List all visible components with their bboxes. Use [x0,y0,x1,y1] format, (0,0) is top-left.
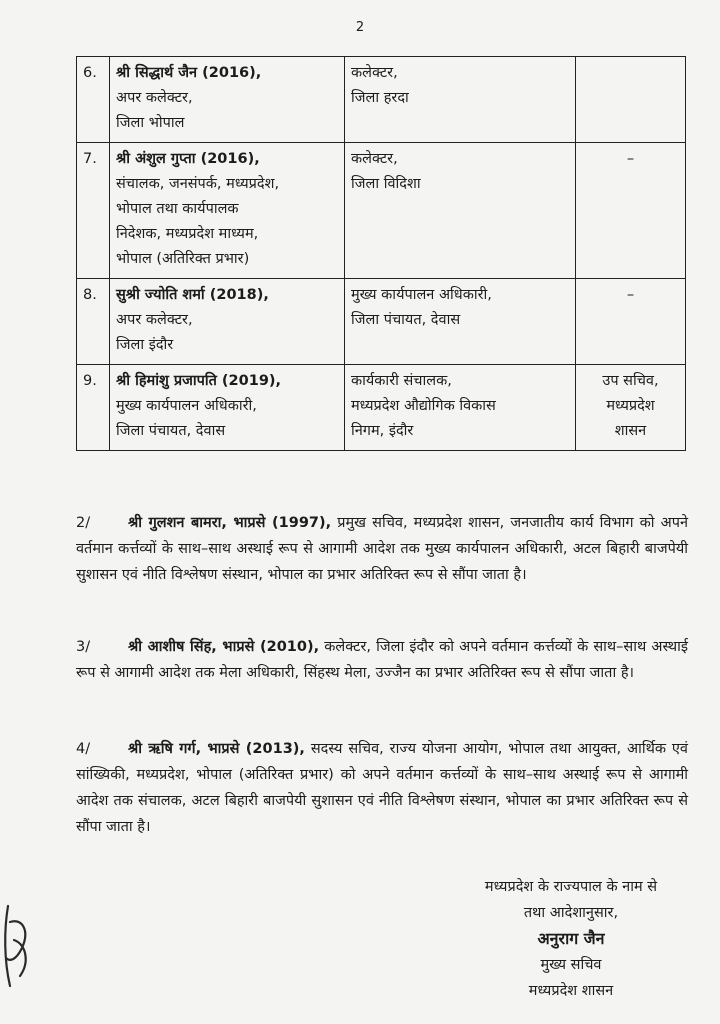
new-post-cell [345,57,576,143]
paragraph-number: 4/ [76,741,91,757]
new-post-cell [345,143,576,279]
order-paragraph-2 [76,510,688,588]
extra-charge-line: उप सचिव, [602,373,659,389]
table-row [77,279,686,365]
paragraph-text: प्रमुख सचिव, मध्यप्रदेश शासन, जनजातीय कार्य विभाग को अपने वर्तमान कर्त्तव्यों के साथ–साथ अस्थाई रूप से आगामी आदेश तक मुख्य कार्यपालन अधिकारी, अटल बिहारी बाजपेयी सुशासन एवं नीति विश्लेषण संस्थान, भोपाल का प्रभार अतिरिक्त रूप से सौंपा जाता है। [76,515,688,583]
new-post-line: कलेक्टर, [351,65,398,81]
new-post-cell [345,365,576,451]
new-post-line: निगम, इंदौर [351,423,414,439]
current-post-line: भोपाल तथा कार्यपालक [116,201,239,217]
paragraph-number: 3/ [76,639,91,655]
extra-charge-cell [576,143,686,279]
serial-number: 8. [77,279,110,365]
extra-charge-line: – [626,287,635,303]
paragraph-text: सदस्य सचिव, राज्य योजना आयोग, भोपाल तथा आयुक्त, आर्थिक एवं सांख्यिकी, मध्यप्रदेश, भोपाल (अतिरिक्त प्रभार) को अपने वर्तमान कर्त्तव्यों के साथ–साथ अस्थाई रूप से आगामी आदेश तक संचालक, अटल बिहारी बाजपेयी सुशासन एवं नीति विश्लेषण संस्थान, भोपाल का प्रभार अतिरिक्त रूप से सौंपा जाता है। [76,741,688,835]
new-post-line: कलेक्टर, [351,151,398,167]
signer-designation: मुख्य सचिव [540,957,602,973]
officer-cell [110,279,345,365]
new-post-line: जिला हरदा [351,90,409,106]
current-post-line: भोपाल (अतिरिक्त प्रभार) [116,251,250,267]
current-post-line: अपर कलेक्टर, [116,90,193,106]
current-post-line: जिला भोपाल [116,115,185,131]
order-paragraph-3 [76,634,688,686]
paragraph-text: कलेक्टर, जिला इंदौर को अपने वर्तमान कर्त्तव्यों के साथ–साथ अस्थाई रूप से आगामी आदेश तक मेला अधिकारी, सिंहस्थ मेला, उज्जैन का प्रभार अतिरिक्त रूप से सौंपा जाता है। [76,639,688,681]
page-number: 2 [355,20,365,35]
order-paragraph-4 [76,736,688,840]
signature-block [446,874,696,1004]
officer-name: श्री आशीष सिंह, भाप्रसे (2010), [128,639,320,655]
extra-charge-cell [576,279,686,365]
handwritten-mark-icon [0,900,40,990]
officer-cell [110,143,345,279]
extra-charge-cell [576,365,686,451]
officer-name: श्री हिमांशु प्रजापति (2019), [116,373,282,389]
current-post-line: मुख्य कार्यपालन अधिकारी, [116,398,257,414]
signer-name: अनुराग जैन [537,929,605,948]
officer-cell [110,57,345,143]
extra-charge-line: शासन [614,423,647,439]
posting-table [76,56,686,451]
current-post-line: अपर कलेक्टर, [116,312,193,328]
serial-number: 6. [77,57,110,143]
signer-office: मध्यप्रदेश शासन [528,983,614,999]
table-row [77,143,686,279]
current-post-line: जिला इंदौर [116,337,174,353]
signature-line-2: तथा आदेशानुसार, [523,905,619,921]
signature-line-1: मध्यप्रदेश के राज्यपाल के नाम से [484,879,658,895]
serial-number: 9. [77,365,110,451]
new-post-line: मुख्य कार्यपालन अधिकारी, [351,287,492,303]
table-row [77,57,686,143]
current-post-line: संचालक, जनसंपर्क, मध्यप्रदेश, [116,176,280,192]
current-post-line: निदेशक, मध्यप्रदेश माध्यम, [116,226,259,242]
new-post-line: जिला विदिशा [351,176,421,192]
new-post-line: मध्यप्रदेश औद्योगिक विकास [351,398,496,414]
officer-name: श्री अंशुल गुप्ता (2016), [116,151,260,167]
current-post-line: जिला पंचायत, देवास [116,423,226,439]
officer-name: श्री सिद्धार्थ जैन (2016), [116,65,262,81]
new-post-line: कार्यकारी संचालक, [351,373,452,389]
new-post-cell [345,279,576,365]
extra-charge-line: मध्यप्रदेश [606,398,655,414]
table-row [77,365,686,451]
officer-name: श्री गुलशन बामरा, भाप्रसे (1997), [128,515,332,531]
extra-charge-cell [576,57,686,143]
paragraph-number: 2/ [76,515,91,531]
officer-cell [110,365,345,451]
extra-charge-line: – [626,151,635,167]
officer-name: श्री ऋषि गर्ग, भाप्रसे (2013), [128,741,305,757]
officer-name: सुश्री ज्योति शर्मा (2018), [116,287,269,303]
new-post-line: जिला पंचायत, देवास [351,312,461,328]
serial-number: 7. [77,143,110,279]
